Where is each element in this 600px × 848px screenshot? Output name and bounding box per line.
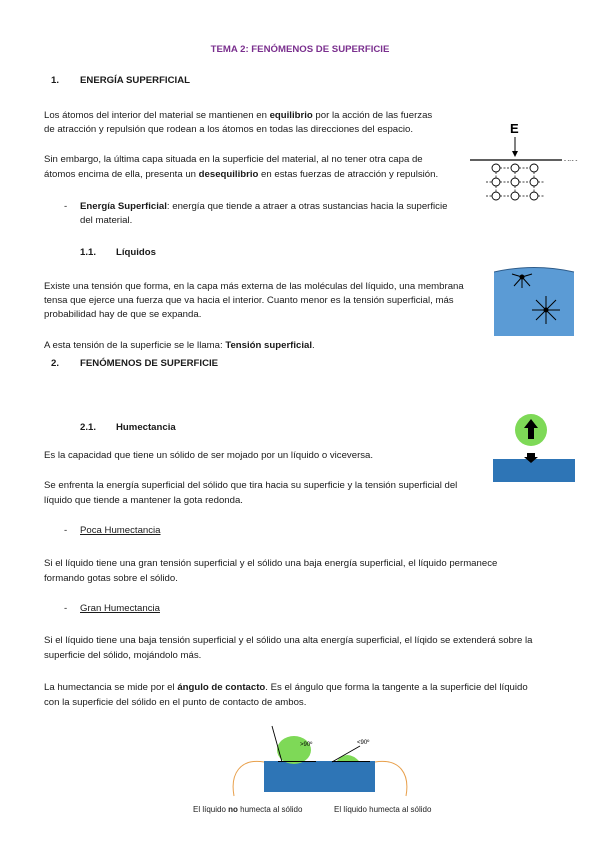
atom-lattice-figure (468, 118, 596, 210)
paragraph-line: Los átomos del interior del material se mantienen en equilibrio por la acción de las fuerzas (44, 110, 433, 121)
contact-angle-figure (220, 722, 420, 798)
paragraph-line: La humectancia se mide por el ángulo de contacto. Es el ángulo que forma la tangente a la superficie del líquido (44, 682, 528, 693)
subsection-heading: Líquidos (116, 247, 156, 258)
figure-caption-left: El líquido no humecta al sólido (193, 805, 303, 814)
paragraph-line: formando gotas sobre el sólido. (44, 573, 178, 584)
paragraph-line: Se enfrenta la energía superficial del sólido que tira hacia su superficie y la tensión superficial del (44, 480, 458, 491)
subsection-heading: Humectancia (116, 422, 176, 433)
paragraph-line: Existe una tensión que forma, en la capa más externa de las moléculas del líquido, una membrana (44, 281, 464, 292)
subsection-number: 1.1. (80, 247, 97, 258)
paragraph-line: líquido que tiende a mantener la gota redonda. (44, 495, 243, 506)
page-title: TEMA 2: FENÓMENOS DE SUPERFICIE (210, 44, 390, 55)
angle-label-obtuse: >90º (300, 742, 313, 748)
paragraph-line: con la superficie del sólido en el punto de contacto de ambos. (44, 697, 307, 708)
section-number: 2. (51, 358, 60, 369)
svg-text:- -·- -: - -·- - (564, 158, 578, 164)
section-number: 1. (51, 75, 60, 86)
paragraph-line: de atracción y repulsión que rodean a los átomos en todas las direcciones del espacio. (44, 124, 414, 135)
bullet-dash: - (64, 603, 68, 614)
paragraph-line: A esta tensión de la superficie se le llama: Tensión superficial. (44, 340, 315, 351)
paragraph-line: probabilidad hay de que se expanda. (44, 309, 202, 320)
bullet-heading: Poca Humectancia (80, 525, 161, 536)
bullet-dash: - (64, 201, 68, 212)
figure-caption-right: El líquido humecta al sólido (334, 805, 432, 814)
bullet-text: del material. (80, 215, 133, 226)
wetting-drop-figure (493, 413, 576, 483)
paragraph-line: tensa que ejerce una fuerza que va hacia el interior. Cuanto menor es la tensión superficial, más (44, 295, 454, 306)
paragraph-line: Es la capacidad que tiene un sólido de ser mojado por un líquido o viceversa. (44, 450, 374, 461)
paragraph-line: Sin embargo, la última capa situada en la superficie del material, al no tener otra capa de (44, 154, 423, 165)
paragraph-line: átomos encima de ella, presenta un desequilibrio en estas fuerzas de atracción y repulsión. (44, 169, 439, 180)
bullet-text: Energía Superficial: energía que tiende a atraer a otras sustancias hacia la superficie (80, 201, 448, 212)
angle-label-acute: <90º (357, 740, 370, 746)
subsection-number: 2.1. (80, 422, 97, 433)
section-heading: ENERGÍA SUPERFICIAL (80, 75, 190, 86)
paragraph-line: superficie del sólido, mojándolo más. (44, 650, 202, 661)
energy-label: E (510, 121, 519, 136)
paragraph-line: Si el líquido tiene una gran tensión superficial y el sólido una baja energía superficial, el líquido permanece (44, 558, 498, 569)
paragraph-line: Si el líquido tiene una baja tensión superficial y el sólido una alta energía superficial, el líqido se extenderá sobre la (44, 635, 533, 646)
bullet-dash: - (64, 525, 68, 536)
surface-tension-figure (494, 266, 576, 336)
bullet-heading: Gran Humectancia (80, 603, 160, 614)
section-heading: FENÓMENOS DE SUPERFICIE (80, 358, 219, 369)
